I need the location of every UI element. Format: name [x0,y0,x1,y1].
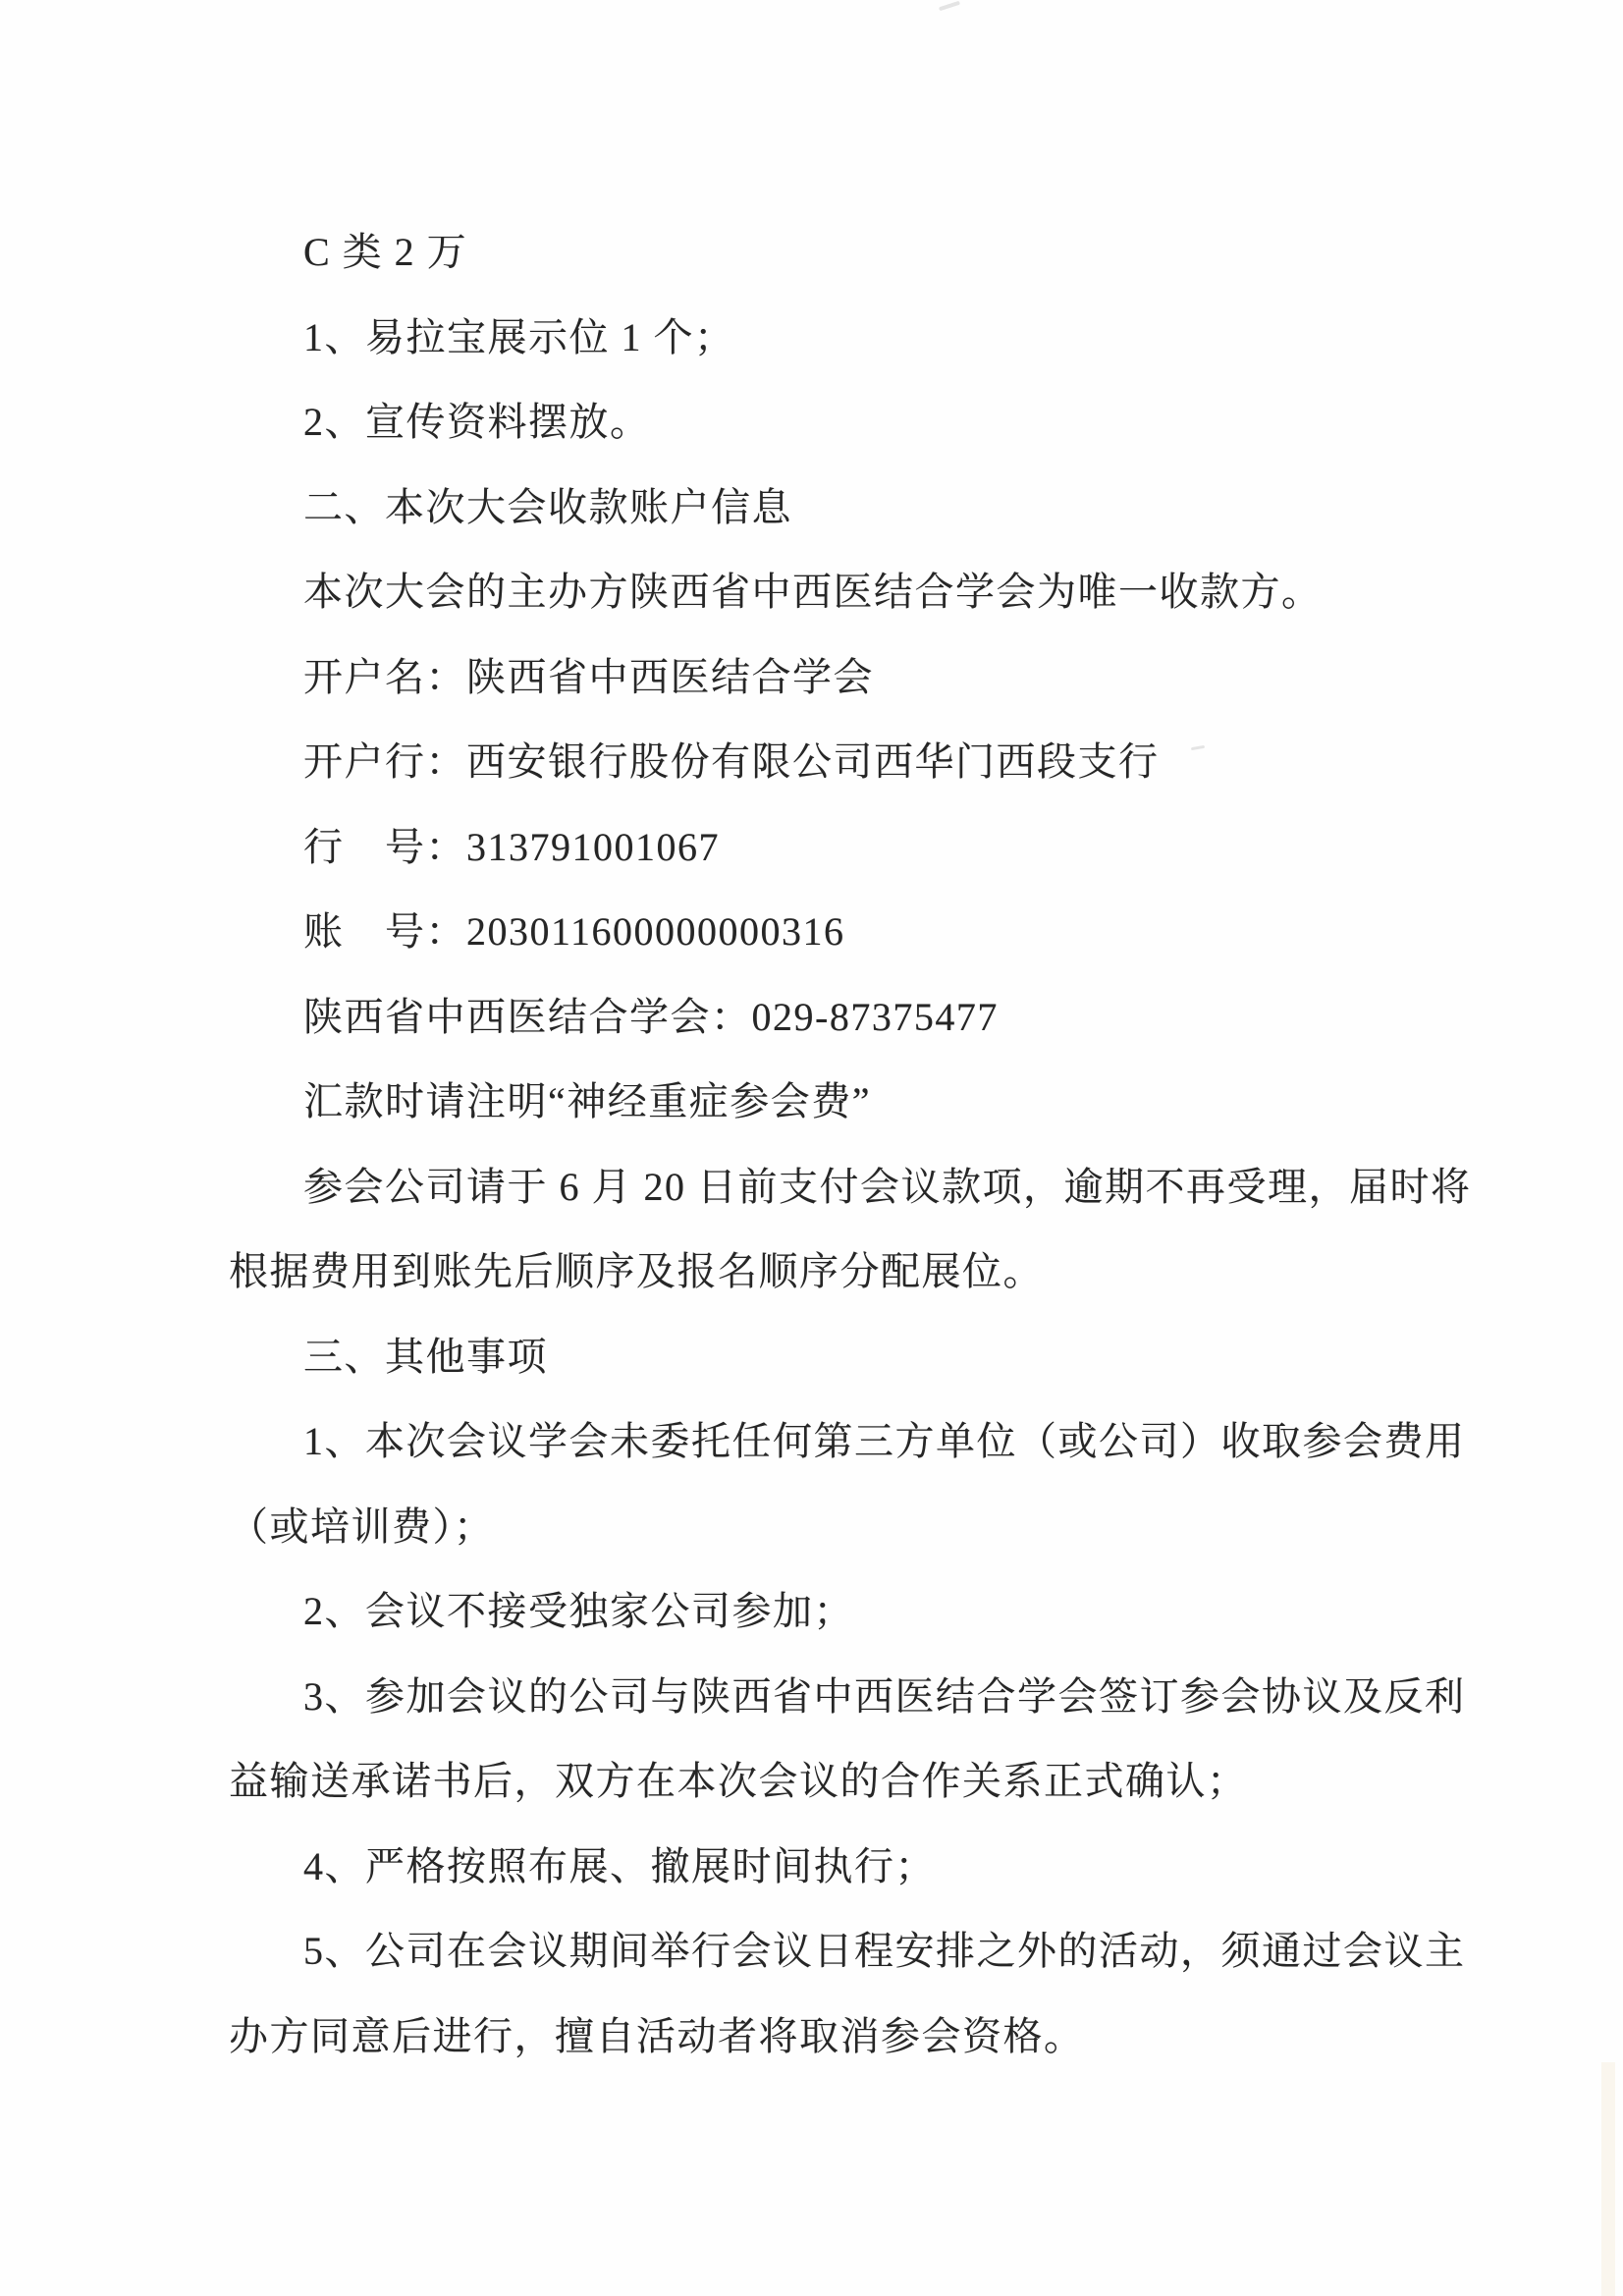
text-line-4: 二、本次大会收款账户信息 [303,484,792,529]
document-body [229,210,1472,2079]
text-line-13: 根据费用到账先后顺序及报名顺序分配展位。 [229,1249,1044,1293]
text-line-15: 1、本次会议学会未委托任何第三方单位（或公司）收取参会费用 [303,1419,1466,1463]
text-line-10: 陕西省中西医结合学会：029-87375477 [303,994,999,1039]
text-line-7: 开户行：西安银行股份有限公司西华门西段支行 [303,739,1160,784]
text-line-11: 汇款时请注明“神经重症参会费” [303,1079,872,1123]
text-line-8: 行 号：313791001067 [303,824,720,869]
scan-artifact [1601,2062,1615,2296]
text-line-17: 2、会议不接受独家公司参加； [303,1589,854,1633]
text-line-3: 2、宣传资料摆放。 [303,400,651,444]
text-line-16: （或培训费）； [229,1503,495,1549]
text-line-6: 开户名：陕西省中西医结合学会 [303,654,874,699]
text-line-12: 参会公司请于 6 月 20 日前支付会议款项，逾期不再受理，届时将 [303,1164,1472,1209]
text-line-20: 4、严格按照布展、撤展时间执行； [303,1843,936,1888]
text-line-22: 办方同意后进行，擅自活动者将取消参会资格。 [229,2013,1085,2058]
text-line-18: 3、参加会议的公司与陕西省中西医结合学会签订参会协议及反利 [303,1673,1466,1719]
text-line-14: 三、其他事项 [303,1334,548,1379]
text-line-9: 账 号：203011600000000316 [303,909,845,954]
text-line-1: C 类 2 万 [303,230,468,274]
scan-artifact [939,1,960,12]
text-line-19: 益输送承诺书后，双方在本次会议的合作关系正式确认； [229,1759,1248,1803]
text-line-5: 本次大会的主办方陕西省中西医结合学会为唯一收款方。 [303,570,1323,614]
text-line-2: 1、易拉宝展示位 1 个； [303,314,735,359]
text-line-21: 5、公司在会议期间举行会议日程安排之外的活动，须通过会议主 [303,1929,1466,1973]
